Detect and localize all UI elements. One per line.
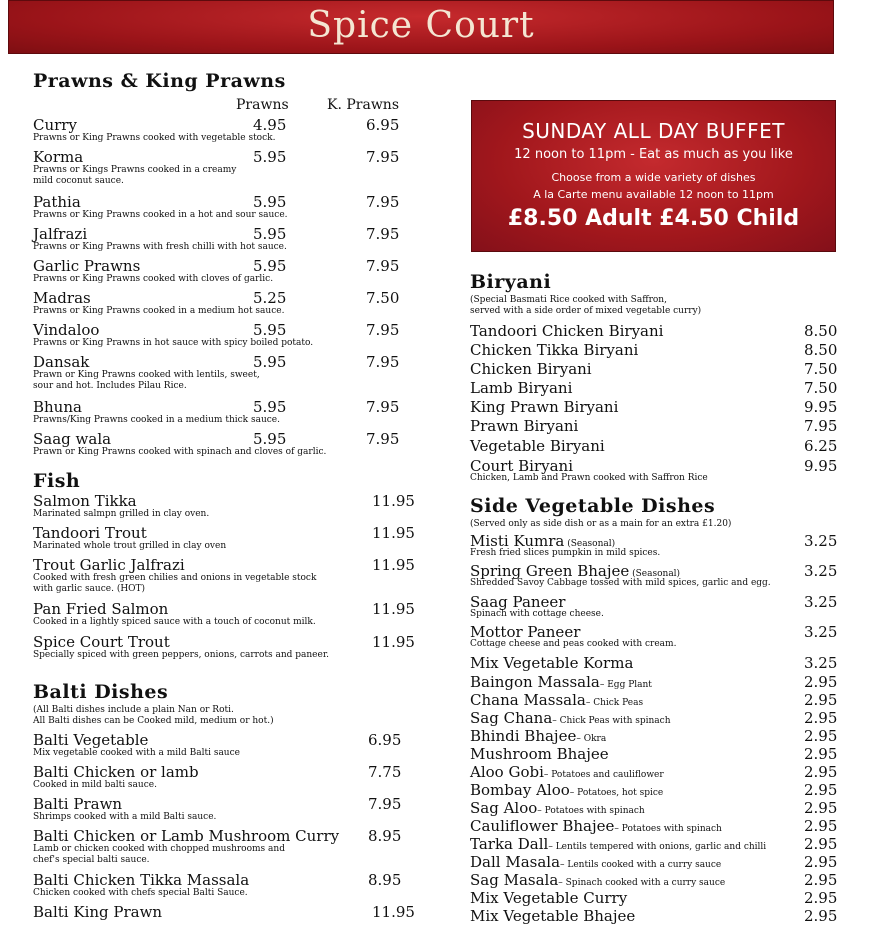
item-name: Garlic Prawns <box>33 257 141 275</box>
item-name <box>470 889 627 907</box>
menu-item <box>470 341 845 361</box>
item-name: Prawn Biryani <box>470 417 579 435</box>
item-price: 2.95 <box>804 799 838 817</box>
menu-item <box>33 321 433 351</box>
item-price-king-prawns: 7.95 <box>366 430 400 448</box>
item-name <box>470 835 766 853</box>
item-name-text: Cauliflower Bhajee <box>470 817 615 835</box>
item-price: 6.25 <box>804 437 838 455</box>
item-price: 2.95 <box>804 817 838 835</box>
item-description: Lamb or chicken cooked with chopped mushrooms and chef's special balti sauce. <box>33 844 285 865</box>
header-banner <box>8 0 834 54</box>
item-price-prawns: 5.95 <box>253 148 287 166</box>
item-note: – Chick Peas <box>585 698 644 708</box>
item-name: Balti Chicken or Lamb Mushroom Curry <box>33 827 340 845</box>
item-name: King Prawn Biryani <box>470 398 619 416</box>
item-price-king-prawns: 7.95 <box>366 321 400 339</box>
item-name-text: Saag Paneer <box>470 593 566 611</box>
item-price: 9.95 <box>804 457 838 475</box>
item-name: Tandoori Chicken Biryani <box>470 322 664 340</box>
item-name: Chicken Tikka Biryani <box>470 341 639 359</box>
menu-item <box>470 835 845 855</box>
item-description: Cooked in mild balti sauce. <box>33 780 157 790</box>
item-price: 2.95 <box>804 781 838 799</box>
item-price: 7.50 <box>804 360 838 378</box>
menu-item <box>470 322 845 342</box>
fish-heading: Fish <box>33 470 81 492</box>
item-description: Cooked with fresh green chilies and onions in vegetable stock with garlic sauce. (HOT) <box>33 573 317 594</box>
item-name-text: Misti Kumra <box>470 532 565 550</box>
item-price: 2.95 <box>804 889 838 907</box>
side-dishes-heading: Side Vegetable Dishes <box>470 495 716 517</box>
item-name: Tandoori Trout <box>33 524 147 542</box>
item-name-text: Chana Massala <box>470 691 586 709</box>
item-description: Prawns or King Prawns cooked in a medium hot sauce. <box>33 306 285 316</box>
item-name <box>470 654 633 672</box>
item-name <box>470 907 635 925</box>
menu-item <box>470 417 845 437</box>
item-note: – Spinach cooked with a curry sauce <box>558 878 726 888</box>
item-description: Cooked in a lightly spiced sauce with a touch of coconut milk. <box>33 617 316 627</box>
item-name-text: Sag Chana <box>470 709 553 727</box>
item-name: Pan Fried Salmon <box>33 600 169 618</box>
menu-item <box>33 398 433 428</box>
item-price: 7.95 <box>368 795 402 813</box>
item-name <box>470 781 663 799</box>
item-price: 2.95 <box>804 871 838 889</box>
item-description: Specially spiced with green peppers, onions, carrots and paneer. <box>33 650 330 660</box>
item-name-text: Mix Vegetable Korma <box>470 654 634 672</box>
menu-item <box>470 781 845 801</box>
item-note: – Egg Plant <box>599 680 652 690</box>
item-note: – Potatoes with spinach <box>537 806 645 816</box>
item-price: 8.95 <box>368 871 402 889</box>
item-description: Shrimps cooked with a mild Balti sauce. <box>33 812 217 822</box>
item-description: Prawns or King Prawns cooked with cloves of garlic. <box>33 274 274 284</box>
item-price: 2.95 <box>804 835 838 853</box>
menu-item <box>33 795 433 825</box>
buffet-prices: £8.50 Adult £4.50 Child <box>507 206 800 231</box>
item-name: Bhuna <box>33 398 82 416</box>
item-name-text: Baingon Massala <box>470 673 600 691</box>
item-price: 8.50 <box>804 341 838 359</box>
item-note: – Potatoes with spinach <box>614 824 722 834</box>
item-note: (Seasonal) <box>564 539 616 549</box>
item-price: 2.95 <box>804 763 838 781</box>
king-prawns-column-header: K. Prawns <box>327 97 400 113</box>
menu-item <box>470 437 845 457</box>
menu-item <box>33 871 433 901</box>
item-description: Prawns/King Prawns cooked in a medium thick sauce. <box>33 415 280 425</box>
item-price: 3.25 <box>804 623 838 641</box>
menu-item <box>470 799 845 819</box>
menu-item <box>470 654 845 674</box>
item-description: Marinated whole trout grilled in clay oven <box>33 541 227 551</box>
buffet-hours: 12 noon to 11pm - Eat as much as you like <box>514 147 793 162</box>
item-name: Dansak <box>33 353 90 371</box>
item-description: Prawns or King Prawns with fresh chilli with hot sauce. <box>33 242 287 252</box>
menu-item <box>470 398 845 418</box>
menu-item <box>470 673 845 693</box>
item-price: 11.95 <box>372 492 415 510</box>
item-name: Vindaloo <box>33 321 100 339</box>
menu-item <box>470 562 845 588</box>
item-name: Saag wala <box>33 430 112 448</box>
item-name: Pathia <box>33 193 81 211</box>
item-name <box>470 691 643 709</box>
item-price-king-prawns: 7.95 <box>366 148 400 166</box>
menu-item <box>470 889 845 909</box>
menu-item <box>33 148 433 186</box>
item-name: Trout Garlic Jalfrazi <box>33 556 185 574</box>
item-name-text: Sag Masala <box>470 871 559 889</box>
item-price-king-prawns: 7.50 <box>366 289 400 307</box>
restaurant-title: Spice Court <box>307 5 535 46</box>
item-name-text: Spring Green Bhajee <box>470 562 630 580</box>
side-dishes-note: (Served only as side dish or as a main for an extra £1.20) <box>470 519 732 529</box>
buffet-title: SUNDAY ALL DAY BUFFET <box>522 119 785 143</box>
menu-item <box>33 257 433 287</box>
item-price: 2.95 <box>804 709 838 727</box>
item-description: Prawns or King Prawns in hot sauce with spicy boiled potato. <box>33 338 314 348</box>
menu-item <box>33 556 433 594</box>
item-price: 2.95 <box>804 673 838 691</box>
item-price-king-prawns: 7.95 <box>366 353 400 371</box>
item-description: Prawns or King Prawns cooked in a hot and sour sauce. <box>33 210 288 220</box>
menu-item <box>470 727 845 747</box>
menu-item <box>33 492 433 522</box>
menu-item <box>470 379 845 399</box>
item-price: 2.95 <box>804 745 838 763</box>
prawns-column-header: Prawns <box>236 97 289 113</box>
item-price: 8.95 <box>368 827 402 845</box>
menu-item <box>33 116 433 146</box>
menu-item <box>33 633 433 663</box>
item-price: 2.95 <box>804 853 838 871</box>
item-price-king-prawns: 7.95 <box>366 193 400 211</box>
biryani-note: (Special Basmati Rice cooked with Saffron, served with a side order of mixed vegetable curry) <box>470 295 702 316</box>
item-price: 7.50 <box>804 379 838 397</box>
item-price: 9.95 <box>804 398 838 416</box>
item-price: 11.95 <box>372 556 415 574</box>
item-price: 6.95 <box>368 731 402 749</box>
item-price: 8.50 <box>804 322 838 340</box>
item-name <box>470 673 652 691</box>
item-name: Lamb Biryani <box>470 379 573 397</box>
item-name: Chicken Biryani <box>470 360 592 378</box>
item-name: Balti King Prawn <box>33 903 163 921</box>
item-name: Korma <box>33 148 84 166</box>
item-price: 7.75 <box>368 763 402 781</box>
buffet-a-la-carte: A la Carte menu available 12 noon to 11pm <box>533 188 774 201</box>
item-price-prawns: 5.95 <box>253 193 287 211</box>
menu-item <box>33 524 433 554</box>
item-price: 7.95 <box>804 417 838 435</box>
item-note: – Lentils cooked with a curry sauce <box>560 860 722 870</box>
menu-item <box>470 853 845 873</box>
item-name: Court Biryani <box>470 457 574 475</box>
item-note: – Potatoes and cauliflower <box>543 770 664 780</box>
menu-item <box>33 731 433 761</box>
item-price: 3.25 <box>804 562 838 580</box>
item-name: Balti Chicken Tikka Massala <box>33 871 250 889</box>
item-name-text: Tarka Dall <box>470 835 549 853</box>
menu-item <box>33 430 433 460</box>
item-note: – Chick Peas with spinach <box>552 716 671 726</box>
item-price: 11.95 <box>372 903 415 921</box>
item-name: Balti Chicken or lamb <box>33 763 199 781</box>
item-price: 2.95 <box>804 727 838 745</box>
item-name: Balti Prawn <box>33 795 123 813</box>
item-name: Vegetable Biryani <box>470 437 605 455</box>
item-name-text: Sag Aloo <box>470 799 538 817</box>
item-description: Prawns or Kings Prawns cooked in a creamy mild coconut sauce. <box>33 165 237 186</box>
item-price-prawns: 5.95 <box>253 257 287 275</box>
balti-heading: Balti Dishes <box>33 681 169 703</box>
menu-item <box>470 457 845 483</box>
item-price-prawns: 5.95 <box>253 353 287 371</box>
item-price-king-prawns: 7.95 <box>366 225 400 243</box>
item-note: – Lentils tempered with onions, garlic and chilli <box>548 842 767 852</box>
item-name-text: Mushroom Bhajee <box>470 745 609 763</box>
menu-item <box>470 907 845 927</box>
menu-item <box>33 903 433 933</box>
item-description: Fresh fried slices pumpkin in mild spices. <box>470 548 661 558</box>
menu-item <box>470 763 845 783</box>
menu-item <box>470 745 845 765</box>
item-price-prawns: 5.95 <box>253 430 287 448</box>
item-price: 11.95 <box>372 600 415 618</box>
menu-item <box>470 691 845 711</box>
item-name: Curry <box>33 116 77 134</box>
item-name <box>470 727 606 745</box>
item-price: 11.95 <box>372 524 415 542</box>
item-name-text: Mix Vegetable Bhajee <box>470 907 636 925</box>
menu-item <box>470 817 845 837</box>
item-note: – Potatoes, hot spice <box>569 788 664 798</box>
item-price-prawns: 5.95 <box>253 225 287 243</box>
item-description: Spinach with cottage cheese. <box>470 609 604 619</box>
item-name <box>470 745 609 763</box>
item-price-king-prawns: 7.95 <box>366 398 400 416</box>
item-name-text: Mix Vegetable Curry <box>470 889 628 907</box>
item-name-text: Mottor Paneer <box>470 623 581 641</box>
item-name <box>470 709 671 727</box>
item-price: 3.25 <box>804 532 838 550</box>
item-price: 2.95 <box>804 907 838 925</box>
item-name <box>470 799 645 817</box>
menu-item <box>470 593 845 619</box>
item-name: Spice Court Trout <box>33 633 170 651</box>
item-description: Chicken cooked with chefs special Balti Sauce. <box>33 888 248 898</box>
item-price: 3.25 <box>804 654 838 672</box>
item-description: Cottage cheese and peas cooked with cream. <box>470 639 677 649</box>
item-price-prawns: 5.95 <box>253 398 287 416</box>
item-description: Prawn or King Prawns cooked with spinach and cloves of garlic. <box>33 447 327 457</box>
item-name <box>470 817 722 835</box>
menu-item <box>470 871 845 891</box>
item-name-text: Dall Masala <box>470 853 561 871</box>
item-name: Madras <box>33 289 91 307</box>
item-description: Mix vegetable cooked with a mild Balti sauce <box>33 748 240 758</box>
item-note: – Okra <box>576 734 607 744</box>
item-name: Balti Vegetable <box>33 731 149 749</box>
item-name: Jalfrazi <box>33 225 88 243</box>
item-name <box>470 763 664 781</box>
item-name <box>470 853 721 871</box>
item-price-prawns: 4.95 <box>253 116 287 134</box>
menu-item <box>470 360 845 380</box>
biryani-heading: Biryani <box>470 271 552 293</box>
item-description: Prawns or King Prawns cooked with vegetable stock. <box>33 133 276 143</box>
item-name-text: Bhindi Bhajee <box>470 727 577 745</box>
menu-item <box>33 353 433 391</box>
item-name <box>470 871 725 889</box>
item-name: Salmon Tikka <box>33 492 137 510</box>
buffet-variety: Choose from a wide variety of dishes <box>551 171 756 184</box>
item-price: 3.25 <box>804 593 838 611</box>
menu-item <box>33 600 433 630</box>
balti-note: (All Balti dishes include a plain Nan or Roti. All Balti dishes can be Cooked mild, medium or hot.) <box>33 705 274 726</box>
item-description: Prawn or King Prawns cooked with lentils, sweet, sour and hot. Includes Pilau Rice. <box>33 370 260 391</box>
menu-item <box>470 709 845 729</box>
menu-item <box>470 532 845 558</box>
menu-item <box>33 225 433 255</box>
item-name-text: Aloo Gobi <box>470 763 544 781</box>
item-price-king-prawns: 7.95 <box>366 257 400 275</box>
item-price: 11.95 <box>372 633 415 651</box>
sunday-buffet-box <box>471 100 836 252</box>
item-description: Chicken, Lamb and Prawn cooked with Saffron Rice <box>470 473 708 483</box>
menu-item <box>33 763 433 793</box>
menu-item <box>33 193 433 223</box>
item-price-prawns: 5.95 <box>253 321 287 339</box>
menu-item <box>33 289 433 319</box>
prawns-heading: Prawns & King Prawns <box>33 70 286 92</box>
item-price-king-prawns: 6.95 <box>366 116 400 134</box>
item-description: Marinated salmpn grilled in clay oven. <box>33 509 210 519</box>
item-name-text: Bombay Aloo <box>470 781 570 799</box>
item-note: (Seasonal) <box>629 569 681 579</box>
item-price-prawns: 5.25 <box>253 289 287 307</box>
menu-item <box>33 827 433 865</box>
item-price: 2.95 <box>804 691 838 709</box>
item-description: Shredded Savoy Cabbage tossed with mild spices, garlic and egg. <box>470 578 771 588</box>
menu-item <box>470 623 845 649</box>
